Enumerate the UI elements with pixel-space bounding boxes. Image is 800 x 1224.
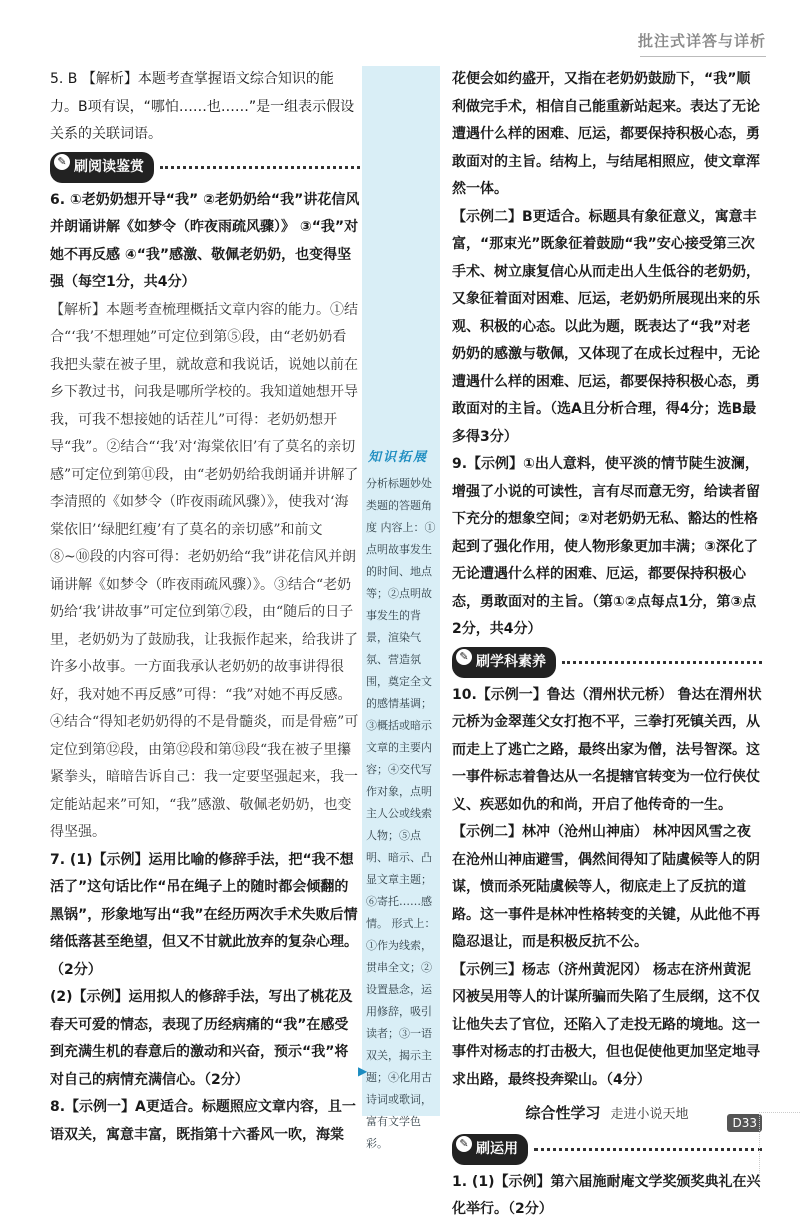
pen-icon: ✎ <box>456 1136 472 1152</box>
comprehensive-title: 综合性学习 走进小说天地 <box>525 1104 689 1122</box>
answer-10-ex3: 【示例三】杨志（济州黄泥冈） 杨志在济州黄泥冈被吴用等人的计谋所骗而失陷了生辰纲，这不仅让他失去了官位，还陷入了走投无路的境地。这一事件对杨志的打击极大，但也促使他更加坚定地寻求出路，最终投奔梁山。（4分） <box>452 961 760 1088</box>
answer-6: 6. ①老奶奶想开导“我” ②老奶奶给“我”讲花信风并朗诵讲解《如梦令（昨夜雨疏风骤）》 ③“我”对她不再反感 ④“我”感激、敬佩老奶奶，也变得坚强（每空1分，共4分） <box>50 191 360 290</box>
analysis-6: 【解析】本题考查梳理概括文章内容的能力。①结合“‘我’不想理她”可定位到第⑤段，由“老奶奶看我把头蒙在被子里，就故意和我说话，说她以前在乡下教过书，问我是哪所学校的。我知道她想开导我，可我不想接她的话茬儿”可得：老奶奶想开导“我”。②结合“‘我’对‘海棠依旧’有了莫名的亲切感”可定位到第⑪段，由“老奶奶给我朗诵并讲解了李清照的《如梦令（昨夜雨疏风骤）》，使我对‘海棠依旧’‘绿肥红瘦’有了莫名的亲切感”和前文⑧~⑩段的内容可得：老奶奶给“我”讲花信风并朗诵讲解《如梦令（昨夜雨疏风骤）》。③结合“老奶奶给‘我’讲故事”可定位到第⑦段，由“随后的日子里，老奶奶为了鼓励我，让我振作起来，给我讲了许多小故事。一方面我承认老奶奶的故事讲得很好，我对她不再反感”可得：“我”对她不再反感。④结合“得知老奶奶得的不是骨髓炎，而是骨癌”可定位到第⑫段，由第⑫段和第⑬段“我在被子里攥紧拳头，暗暗告诉自己：我一定要坚强起来，我一定能站起来”可知，“我”感激、敬佩老奶奶，也变得坚强。 <box>50 301 359 840</box>
section-badge: ✎ 刷阅读鉴赏 <box>50 152 154 184</box>
dotted-rule <box>534 1148 762 1151</box>
section-badge: ✎ 刷运用 <box>452 1134 528 1166</box>
section-badge: ✎ 刷学科素养 <box>452 647 556 679</box>
answer-10-ex1: 10.【示例一】鲁达（渭州状元桥） 鲁达在渭州状元桥为金翠莲父女打抱不平，三拳打死镇关西，从而走上了逃亡之路，最终出家为僧，法号智深。这一事件标志着鲁达从一名提辖官转变为一位行侠仗义、疾恶如仇的和尚，开启了他传奇的一生。 <box>452 686 762 813</box>
answer-8-ex2: 【示例二】B更适合。标题具有象征意义，寓意丰富，“那束光”既象征着鼓励“我”安心接受第三次手术、树立康复信心从而走出人生低谷的老奶奶，又象征着面对困难、厄运，老奶奶所展现出来的乐观、积极的心态。以此为题，既表达了“我”对老奶奶的感激与敬佩，又体现了在成长过程中，无论遭遇什么样的困难、厄运，都要保持积极心态，勇敢面对的主旨。（选A且分析合理，得4分；选B最多得3分） <box>452 208 760 445</box>
comprehensive-subtitle: 走进小说天地 <box>610 1107 689 1122</box>
answer-7-1: 7. (1)【示例】运用比喻的修辞手法，把“我不想活了”这句话比作“吊在绳子上的随时都会倾翻的黑锅”，形象地写出“我”在经历两次手术失败后情绪低落甚至绝望，但又不甘就此放弃的复杂心理。（2分） <box>50 851 358 978</box>
knowledge-sidebar <box>362 66 440 1150</box>
pen-icon: ✎ <box>54 154 70 170</box>
section-literacy <box>452 648 762 678</box>
sidebar-text: 分析标题妙处类题的答题角度 内容上：①点明故事发生的时间、地点等；②点明故事发生的背景，渲染气氛、营造氛围，奠定全文的感情基调；③概括或暗示文章的主要内容；④交代写作对象，点明主人公或线索人物；⑤点明、暗示、凸显文章主题；⑥寄托……感情。 形式上：①作为线索，贯串全文；②设置悬念，运用修辞，吸引读者；③一语双关，揭示主题；④化用古诗词或歌词，富有文学色彩。 <box>366 477 436 1150</box>
answer-10-ex2: 【示例二】林冲（沧州山神庙） 林冲因风雪之夜在沧州山神庙避雪，偶然间得知了陆虞候等人的阴谋，愤而杀死陆虞候等人，彻底走上了反抗的道路。这一事件是林冲性格转变的关键，从此他不再隐忍退让，而是积极反抗不公。 <box>452 824 760 950</box>
page-corner <box>759 1112 800 1179</box>
answer-5: 5. B 【解析】本题考查掌握语文综合知识的能力。B项有误，“哪怕……也……”是一组表示假设关系的关联词语。 <box>50 71 355 142</box>
header-rule <box>640 56 766 57</box>
page-number: D33 <box>727 1114 762 1132</box>
left-column <box>50 66 360 1149</box>
answer-7-2: (2)【示例】运用拟人的修辞手法，写出了桃花及春天可爱的情态，表现了历经病痛的“我”在感受到充满生机的春意后的激动和兴奋，预示“我”将对自己的病情充满信心。（2分） <box>50 989 353 1088</box>
section-reading <box>50 153 360 183</box>
answer-1: 1. (1)【示例】第六届施耐庵文学奖颁奖典礼在兴化举行。（2分） <box>452 1173 761 1217</box>
right-column <box>452 66 762 1224</box>
section-application <box>452 1135 762 1165</box>
dotted-rule <box>160 166 360 169</box>
dotted-rule <box>562 661 762 664</box>
page-header: 批注式详答与详析 <box>637 32 766 50</box>
sidebar-title: 知识拓展 <box>368 450 429 465</box>
answer-8-cont: 花便会如约盛开，又指在老奶奶鼓励下，“我”顺利做完手术，相信自己能重新站起来。表达了无论遭遇什么样的困难、厄运，都要保持积极心态，勇敢面对的主旨。结构上，与结尾相照应，使文章浑然一体。 <box>452 71 760 197</box>
answer-9: 9.【示例】①出人意料，使平淡的情节陡生波澜，增强了小说的可读性，言有尽而意无穷，给读者留下充分的想象空间；②对老奶奶无私、豁达的性格起到了强化作用，使人物形象更加丰满；③深化了无论遭遇什么样的困难、厄运，都要保持积极心态，勇敢面对的主旨。（第①②点每点1分，第③点2分，共4分） <box>452 456 760 637</box>
arrow-icon: ▶ <box>358 1064 368 1078</box>
pen-icon: ✎ <box>456 649 472 665</box>
answer-8: 8.【示例一】A更适合。标题照应文章内容，且一语双关，寓意丰富，既指第十六番风一吹，海棠 <box>50 1099 356 1143</box>
